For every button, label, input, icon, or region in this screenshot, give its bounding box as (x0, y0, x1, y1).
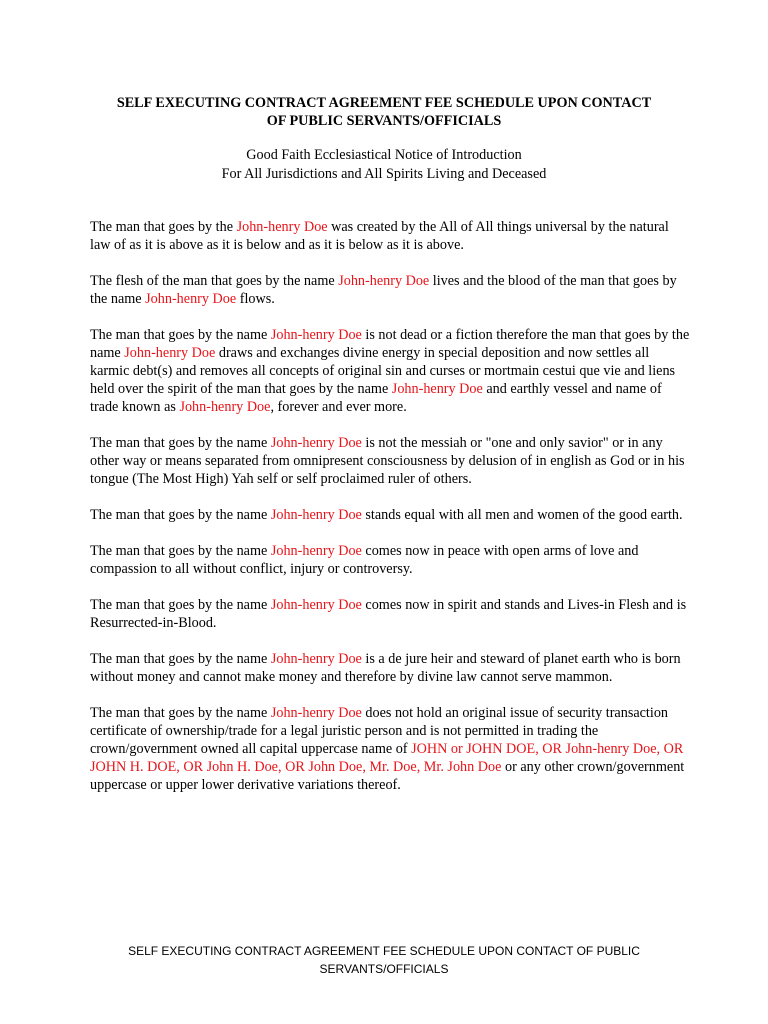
paragraph-text: is not the messiah or "one and only savior" or in any other way or means separated from omnipresent consciousness by delusion of in english as God or in his tongue (The Most High) Yah self or self proclaimed ruler of others. (90, 435, 685, 487)
paragraph-text: The man that goes by the name (90, 435, 271, 451)
document-title (60, 94, 708, 130)
highlighted-name: John-henry Doe (270, 651, 362, 667)
body-paragraph (90, 650, 690, 686)
body-paragraph (90, 272, 690, 308)
paragraph-text: The man that goes by the name (90, 543, 271, 559)
highlighted-name: John-henry Doe (270, 435, 362, 451)
paragraph-text: The man that goes by the (90, 219, 237, 235)
body-paragraph (90, 506, 690, 524)
document-subtitle (60, 146, 708, 183)
title-line-1: SELF EXECUTING CONTRACT AGREEMENT FEE SCHEDULE UPON CONTACT (116, 95, 652, 111)
paragraph-text: The man that goes by the name (90, 597, 271, 613)
paragraph-text: flows. (236, 291, 275, 307)
subtitle-line-1: Good Faith Ecclesiastical Notice of Introduction (246, 147, 522, 163)
highlighted-name: John-henry Doe (270, 507, 362, 523)
highlighted-name: John-henry Doe (145, 291, 237, 307)
paragraph-text: The man that goes by the name (90, 507, 271, 523)
body-paragraph (90, 434, 690, 488)
footer-line-1: SELF EXECUTING CONTRACT AGREEMENT FEE SCHEDULE UPON CONTACT OF PUBLIC (128, 944, 640, 958)
paragraph-text: The man that goes by the name (90, 705, 271, 721)
highlighted-name: John-henry Doe (124, 345, 216, 361)
footer-line-2: SERVANTS/OFFICIALS (319, 962, 449, 976)
highlighted-name: JOHN or JOHN DOE, OR John-henry Doe, OR JOHN H. DOE, OR John H. Doe, OR John Doe, Mr. Doe, Mr. John Doe (90, 741, 684, 775)
highlighted-name: John-henry Doe (236, 219, 328, 235)
body-paragraph (90, 596, 690, 632)
paragraph-text: and earthly vessel and name of trade known as (90, 381, 662, 415)
body-paragraph (90, 218, 690, 254)
highlighted-name: John-henry Doe (338, 273, 430, 289)
page-footer (60, 942, 708, 978)
paragraph-text: does not hold an original issue of security transaction certificate of ownership/trade for a legal juristic person and is not permitted in trading the crown/government owned all capital uppercase name of (90, 705, 669, 757)
title-line-2: OF PUBLIC SERVANTS/OFFICIALS (266, 113, 502, 129)
paragraph-text: comes now in peace with open arms of love and compassion to all without conflict, injury or controversy. (90, 543, 639, 577)
document-body (90, 218, 690, 812)
paragraph-text: , forever and ever more. (270, 399, 407, 415)
highlighted-name: John-henry Doe (270, 327, 362, 343)
highlighted-name: John-henry Doe (270, 705, 362, 721)
paragraph-text: or any other crown/government uppercase or upper lower derivative variations thereof. (90, 759, 685, 793)
paragraph-text: lives and the blood of the man that goes by the name (90, 273, 677, 307)
highlighted-name: John-henry Doe (391, 381, 483, 397)
body-paragraph (90, 542, 690, 578)
highlighted-name: John-henry Doe (270, 597, 362, 613)
body-paragraph (90, 326, 690, 416)
highlighted-name: John-henry Doe (270, 543, 362, 559)
paragraph-text: is a de jure heir and steward of planet earth who is born without money and cannot make money and therefore by divine law cannot serve mammon. (90, 651, 681, 685)
paragraph-text: The flesh of the man that goes by the name (90, 273, 339, 289)
paragraph-text: stands equal with all men and women of the good earth. (361, 507, 683, 523)
body-paragraph (90, 704, 690, 794)
paragraph-text: draws and exchanges divine energy in special deposition and now settles all karmic debt(s) and removes all concepts of original sin and curses or mortmain cestui que vie and liens held over the spirit of the man that goes by the name (90, 345, 676, 397)
paragraph-text: comes now in spirit and stands and Lives-in Flesh and is Resurrected-in-Blood. (90, 597, 687, 631)
paragraph-text: The man that goes by the name (90, 327, 271, 343)
paragraph-text: was created by the All of All things universal by the natural law of as it is above as it is below and as it is below as it is above. (90, 219, 669, 253)
highlighted-name: John-henry Doe (179, 399, 271, 415)
subtitle-line-2: For All Jurisdictions and All Spirits Living and Deceased (221, 165, 547, 182)
paragraph-text: The man that goes by the name (90, 651, 271, 667)
paragraph-text: is not dead or a fiction therefore the man that goes by the name (90, 327, 690, 361)
